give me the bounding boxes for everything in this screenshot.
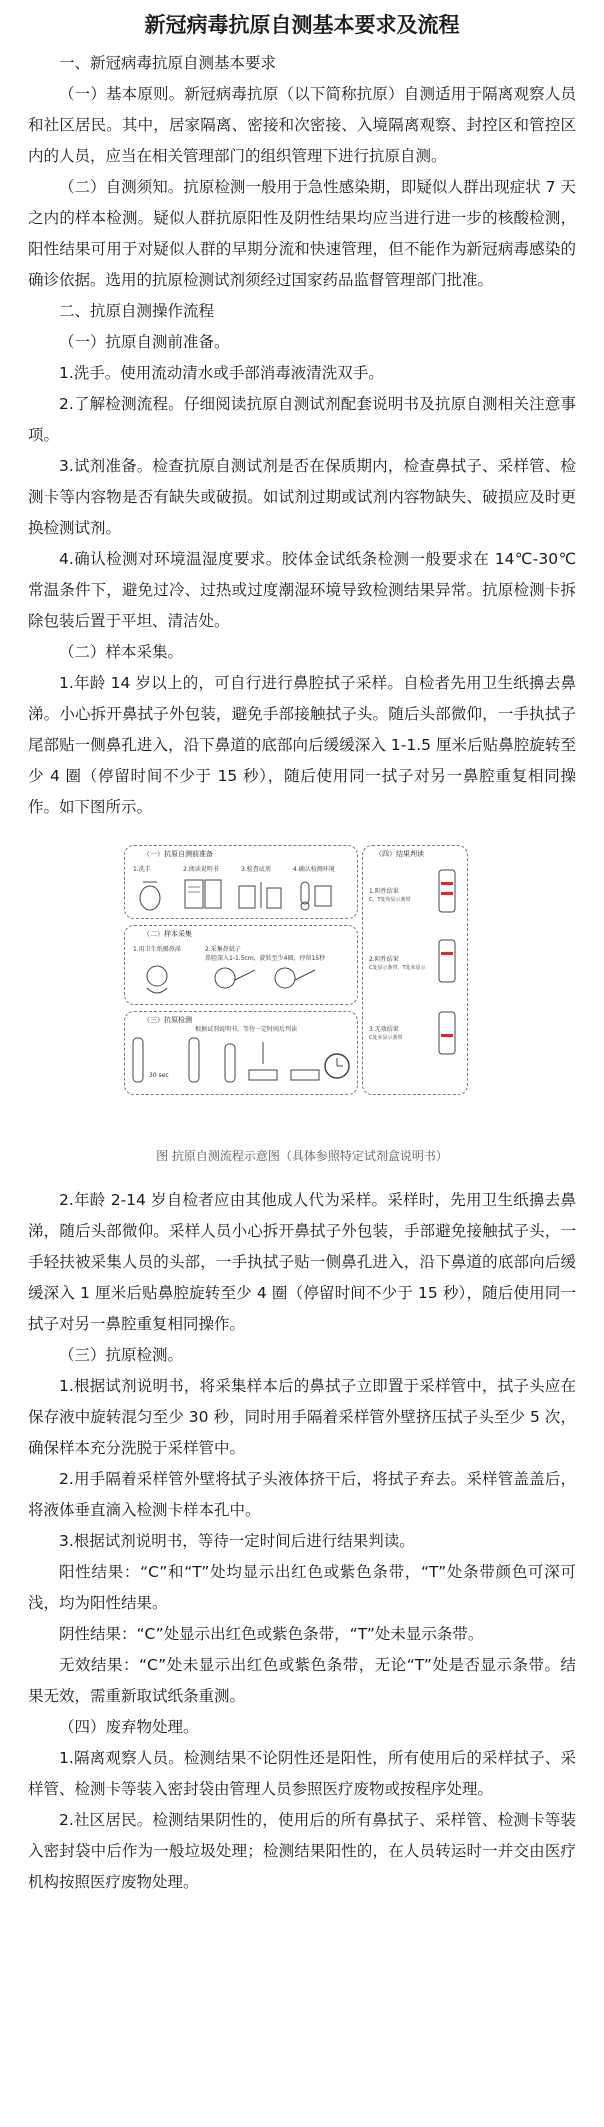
sampling-step-1: 1.用卫生纸擤鼻涕: [133, 946, 181, 953]
paragraph: 1.年龄 14 岁以上的，可自行进行鼻腔拭子采样。自检者先用卫生纸擤去鼻涕。小心拆开鼻拭子外包装，避免手部接触拭子头。随后头部微仰，一手执拭子尾部贴一侧鼻孔进入，沿下鼻道的底部向后缓缓深入 1-1.5 厘米后贴鼻腔旋转至少 4 圈（停留时间不少于 15 秒），随后使用同一拭子对另一鼻腔重复相同操作。如下图所示。: [28, 674, 576, 816]
result-box: [362, 845, 468, 1095]
sampling-note: 鼻腔深入1-1.5cm，旋转至少4圈，停留15秒: [205, 955, 326, 962]
section-heading-1: 一、新冠病毒抗原自测基本要求: [59, 54, 277, 72]
paragraph: 无效结果：“C”处未显示出红色或紫色条带，无论“T”处是否显示条带。结果无效，需重新取试纸条重测。: [28, 1656, 576, 1705]
sample-tube-icon: [129, 1034, 349, 1090]
testing-box: [124, 1011, 358, 1095]
paragraph: 3.根据试剂说明书，等待一定时间后进行结果判读。: [59, 1532, 415, 1550]
timer-label: 30 sec: [149, 1072, 169, 1079]
invalid-label: 3.无效结果: [369, 1026, 399, 1033]
nasal-swab-icon: [205, 962, 325, 1002]
subsection-heading: （四）废弃物处理。: [59, 1718, 199, 1736]
positive-note: C、T处均显示条带: [369, 897, 411, 903]
subsection-heading: （三）抗原检测。: [59, 1346, 184, 1364]
sampling-box-title: （二）样本采集: [143, 930, 192, 938]
prep-box-title: （一）抗原自测前准备: [143, 850, 213, 858]
figure-caption: 图 抗原自测流程示意图（具体参照特定试剂盒说明书）: [156, 1149, 448, 1163]
paragraph: （二）自测须知。抗原检测一般用于急性感染期，即疑似人群出现症状 7 天之内的样本检测。疑似人群抗原阳性及阴性结果均应当进行进一步的核酸检测，阳性结果可用于对疑似人群的早期分流和快速管理，但不能作为新冠病毒感染的确诊依据。选用的抗原检测试剂须经过国家药品监督管理部门批准。: [28, 178, 576, 289]
paragraph: 1.洗手。使用流动清水或手部消毒液清洗双手。: [59, 364, 384, 382]
prep-box: [124, 845, 358, 919]
paragraph: 2.用手隔着采样管外壁将拭子头液体挤干后，将拭子弃去。采样管盖盖后，将液体垂直滴入检测卡样本孔中。: [28, 1470, 576, 1519]
hand-wash-icon: [135, 876, 165, 912]
flow-diagram-figure: [28, 845, 576, 1185]
paragraph: 2.年龄 2-14 岁自检者应由其他成人代为采样。采样时，先用卫生纸擤去鼻涕，随后头部微仰。采样人员小心拆开鼻拭子外包装，手部避免接触拭子头，一手轻扶被采集人员的头部，一手执拭子贴一侧鼻孔进入，沿下鼻道的底部向后缓缓深入 1 厘米后贴鼻腔旋转至少 4 圈（停留时间不少于 15 秒），随后使用同一拭子对另一鼻腔重复相同操作。: [28, 1191, 576, 1333]
prep-step-1: 1.洗手: [133, 866, 151, 873]
sampling-box: [124, 925, 358, 1005]
subsection-heading: （二）样本采集。: [59, 643, 184, 661]
testing-box-title: （三）抗原检测: [143, 1016, 192, 1024]
tissue-icon: [139, 960, 175, 1000]
negative-strip-icon: [433, 938, 463, 984]
invalid-strip-icon: [433, 1010, 463, 1056]
manual-icon: [183, 878, 223, 912]
positive-label: 1.阳性结果: [369, 888, 399, 895]
paragraph: 阳性结果：“C”和“T”处均显示出红色或紫色条带，“T”处条带颜色可深可浅，均为阳性结果。: [28, 1563, 576, 1612]
paragraph: 2.了解检测流程。仔细阅读抗原自测试剂配套说明书及抗原自测相关注意事项。: [28, 395, 576, 444]
paragraph: 1.根据试剂说明书，将采集样本后的鼻拭子立即置于采样管中，拭子头应在保存液中旋转混匀至少 30 秒，同时用手隔着采样管外壁挤压拭子头至少 5 次，确保样本充分洗脱于采样管中。: [28, 1377, 576, 1457]
positive-strip-icon: [433, 868, 463, 914]
paragraph: 阴性结果：“C”处显示出红色或紫色条带，“T”处未显示条带。: [59, 1625, 484, 1643]
thermometer-icon: [297, 878, 337, 912]
kit-icon: [237, 878, 285, 912]
prep-step-3: 3.检查试剂: [241, 866, 271, 873]
paragraph: （一）基本原则。新冠病毒抗原（以下简称抗原）自测适用于隔离观察人员和社区居民。其中，居家隔离、密接和次密接、入境隔离观察、封控区和管控区内的人员，应当在相关管理部门的组织管理下进行抗原自测。: [28, 85, 576, 165]
document-title: 新冠病毒抗原自测基本要求及流程: [144, 13, 460, 37]
flow-diagram: [124, 845, 470, 1145]
negative-label: 2.阴性结果: [369, 956, 399, 963]
section-heading-2: 二、抗原自测操作流程: [59, 302, 215, 320]
sampling-step-2: 2.采集鼻拭子: [205, 946, 241, 953]
paragraph: 4.确认检测对环境温湿度要求。胶体金试纸条检测一般要求在 14℃-30℃常温条件下，避免过冷、过热或过度潮湿环境导致检测结果异常。抗原检测卡拆除包装后置于平坦、清洁处。: [28, 550, 576, 630]
paragraph: 2.社区居民。检测结果阴性的，使用后的所有鼻拭子、采样管、检测卡等装入密封袋中后作为一般垃圾处理；检测结果阳性的，在人员转运时一并交由医疗机构按照医疗废物处理。: [28, 1811, 576, 1891]
subsection-heading: （一）抗原自测前准备。: [59, 333, 230, 351]
invalid-note: C处未显示条带: [369, 1035, 403, 1041]
testing-note: 根据试剂说明书，等待一定时间后判读: [195, 1026, 298, 1033]
negative-note: C处显示条带，T处未显示: [369, 965, 426, 971]
result-box-title: （四）结果判读: [375, 850, 424, 858]
paragraph: 1.隔离观察人员。检测结果不论阴性还是阳性，所有使用后的采样拭子、采样管、检测卡等装入密封袋由管理人员参照医疗废物或按程序处理。: [28, 1749, 576, 1798]
prep-step-4: 4.确认检测环境: [293, 866, 335, 873]
paragraph: 3.试剂准备。检查抗原自测试剂是否在保质期内，检查鼻拭子、采样管、检测卡等内容物是否有缺失或破损。如试剂过期或试剂内容物缺失、破损应及时更换检测试剂。: [28, 457, 576, 537]
prep-step-2: 2.阅读说明书: [183, 866, 219, 873]
